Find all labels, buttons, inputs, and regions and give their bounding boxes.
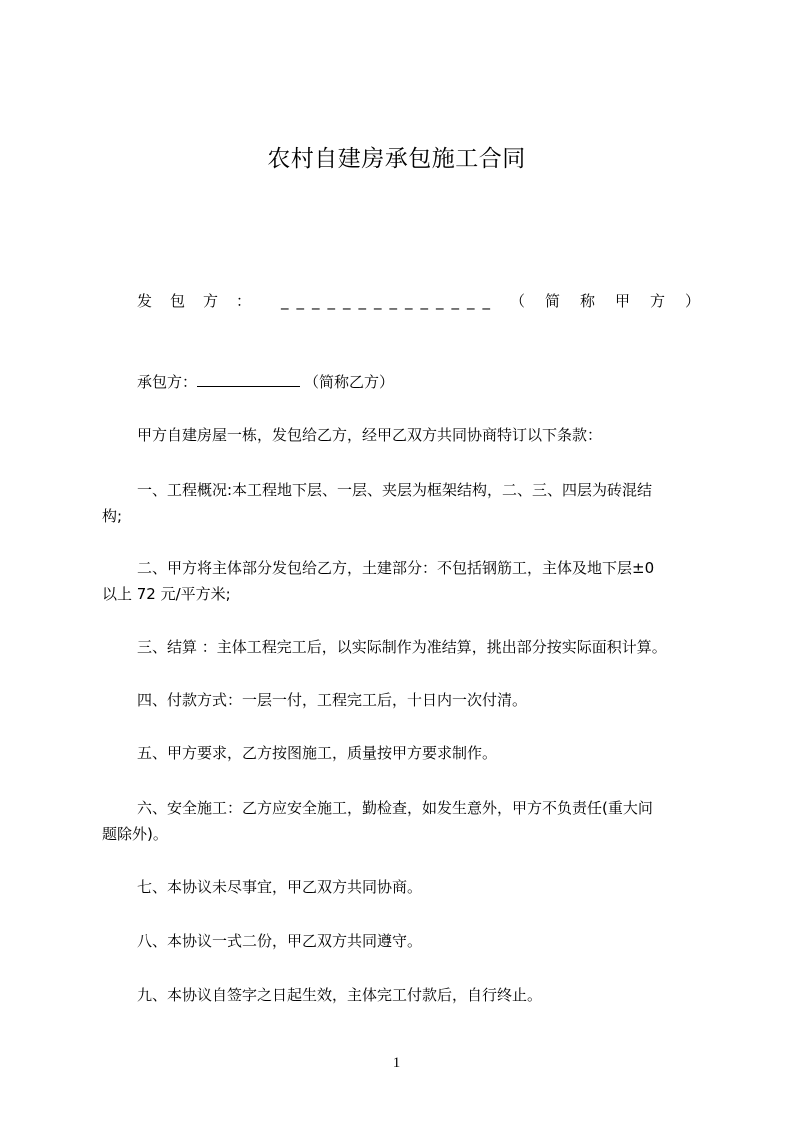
clause-4: 四、付款方式：一层一付，工程完工后，十日内一次付清。 xyxy=(137,691,528,709)
clause-6-line-1: 六、安全施工：乙方应安全施工，勤检查，如发生意外，甲方不负责任(重大问 xyxy=(137,799,653,817)
clause-3: 三、结算 ：主体工程完工后，以实际制作为准结算，挑出部分按实际面积计算。 xyxy=(137,638,667,656)
party-b-label: 承包方： xyxy=(137,373,198,391)
page-number: 1 xyxy=(392,1055,401,1071)
clause-1 xyxy=(102,477,700,529)
document-title: 农村自建房承包施工合同 xyxy=(267,146,526,172)
clause-5: 五、甲方要求，乙方按图施工，质量按甲方要求制作。 xyxy=(137,744,498,762)
clause-2 xyxy=(102,555,700,607)
clause-9: 九、本协议自签字之日起生效，主体完工付款后，自行终止。 xyxy=(137,986,543,1004)
party-a-abbreviation: （简称甲方） xyxy=(509,292,720,310)
clause-2-line-1: 二、甲方将主体部分发包给乙方，土建部分：不包括钢筋工，主体及地下层±0 xyxy=(137,559,655,577)
party-a-blank: ______________ xyxy=(281,292,498,310)
party-b-abbreviation: （简称乙方） xyxy=(304,373,395,391)
clause-1-line-1: 一、工程概况:本工程地下层、一层、夹层为框架结构，二、三、四层为砖混结 xyxy=(137,481,653,499)
intro-paragraph: 甲方自建房屋一栋，发包给乙方，经甲乙双方共同协商特订以下条款： xyxy=(137,426,603,444)
clause-7: 七、本协议未尽事宜，甲乙双方共同协商。 xyxy=(137,878,423,896)
clause-1-line-2: 构; xyxy=(102,507,123,525)
clause-8: 八、本协议一式二份，甲乙双方共同遵守。 xyxy=(137,932,423,950)
party-b-line xyxy=(137,369,735,395)
party-a-label: 发包方： xyxy=(137,292,270,310)
clause-6-line-2: 题除外)。 xyxy=(102,825,168,843)
clause-2-line-2: 以上 72 元/平方米; xyxy=(102,585,231,603)
party-a-line xyxy=(137,288,720,314)
party-b-blank xyxy=(197,372,300,387)
clause-6 xyxy=(102,795,700,847)
